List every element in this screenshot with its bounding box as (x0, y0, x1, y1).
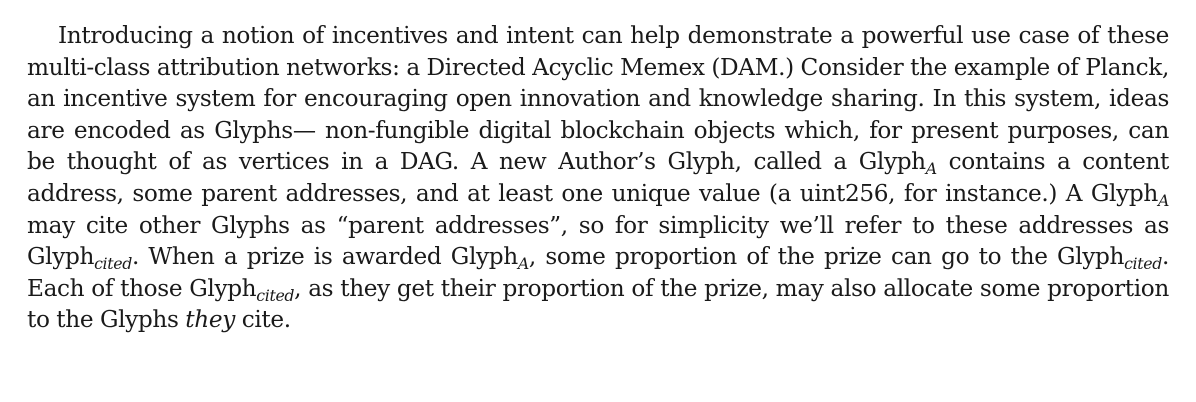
subscript: cited (1124, 254, 1162, 274)
subscript: A (925, 159, 937, 179)
text-run: cite. (234, 306, 291, 334)
text-run: , some proportion of the prize can go to the Glyph (528, 243, 1125, 271)
body-paragraph (27, 20, 1169, 336)
emphasis: they (185, 306, 235, 334)
subscript: A (1157, 191, 1169, 211)
text-run: . Each of those Glyph (27, 243, 1169, 302)
subscript: cited (94, 254, 132, 274)
text-run: contains a content address, some parent addresses, and at least one unique value (a uint256, for instance.) A Glyph (27, 148, 1169, 207)
subscript: cited (256, 285, 295, 305)
text-run: . When a prize is awarded Glyph (131, 243, 518, 271)
subscript: A (517, 254, 529, 274)
text-run: Introducing a notion of incentives and intent can help demonstrate a powerful use case of these multi-class attribution networks: a Directed Acyclic Memex (DAM.) Consider the example of Planck, an incentive system for encouraging open innovation and knowledge sharing. In this system, ideas are encoded as Glyphs— non-fungible digital blockchain objects which, for present purposes, can be thought of as vertices in a DAG. A new Author’s Glyph, called a Glyph (27, 22, 1169, 176)
text-run: may cite other Glyphs as “parent addresses”, so for simplicity we’ll refer to these addresses as Glyph (27, 211, 1169, 271)
text-run: , as they get their proportion of the prize, may also allocate some proportion to the Glyphs (27, 274, 1169, 334)
